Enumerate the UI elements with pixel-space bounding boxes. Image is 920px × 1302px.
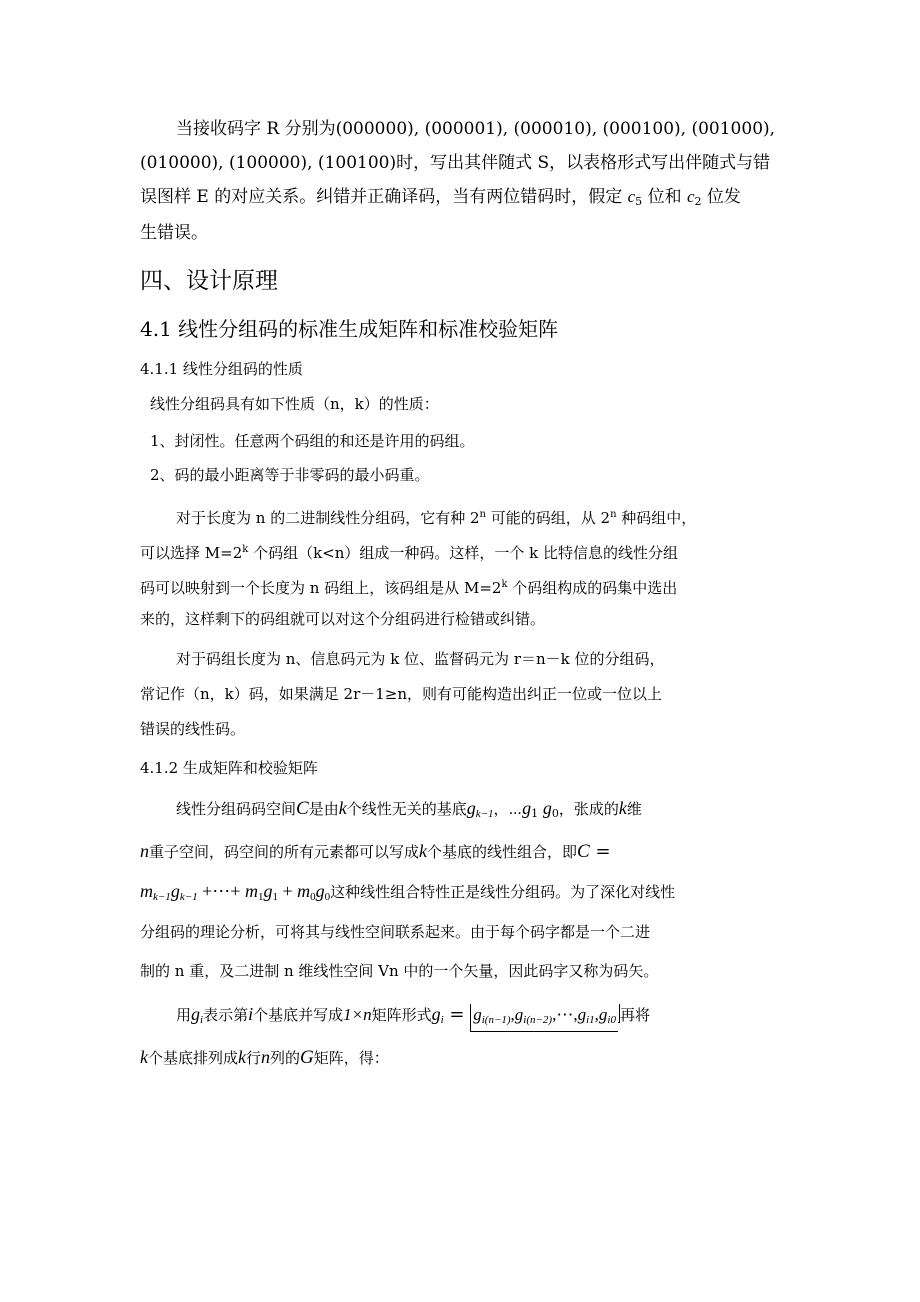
p412-line3: $m_{k-1}g_{k-1}$ +⋯+ $m_1g_1 + m_0g_0$这种线性组合特性正是线性分组码。为了深化对线性	[140, 881, 676, 903]
p411b-line1: 对于码组长度为 n、信息码元为 k 位、监督码元为 r＝n－k 位的分组码，	[176, 650, 665, 668]
p411-line3: 码可以映射到一个长度为 n 码组上，该码组是从 $M=2^k$ 个码组构成的码集中选出	[140, 579, 678, 597]
subsection-heading-4-1: 4.1 线性分组码的标准生成矩阵和标准校验矩阵	[140, 317, 559, 341]
c5-symbol: c	[627, 187, 636, 206]
para1-line1: 当接收码字 R 分别为(000000), (000001), (000010), (000100), (001000),	[176, 119, 776, 139]
subsubsection-heading-4-1-2: 4.1.2 生成矩阵和校验矩阵	[140, 759, 318, 777]
p411b-line2: 常记作（n，k）码，如果满足 2r－1≥n，则有可能构造出纠正一位或一位以上	[140, 685, 663, 703]
p412-line4: 分组码的理论分析，可将其与线性空间联系起来。由于每个码字都是一个二进	[140, 923, 651, 941]
p412b-line1: 用$g_i$表示第i个基底并写成1×n矩阵形式$g_i$ = $g_{i(n-1)},g_{i(n-2)},\cdots,g_{i1},g_{i0}$ 再将	[176, 1003, 650, 1032]
p411b-line3: 错误的线性码。	[140, 720, 246, 738]
c2-symbol: c	[686, 187, 695, 206]
p412-line1: 线性分组码码空间C是由k个线性无关的基底$g_{k-1}$，$\cdots g_1$ $g_0$，张成的k维	[176, 798, 642, 820]
para1-line2: (010000), (100000), (100100)时，写出其伴随式 S，以表格形式写出伴随式与错	[140, 153, 771, 173]
p411-line1: 对于长度为 n 的二进制线性分组码，它有种 2$^n$ 可能的码组，从 2$^n$ 种码组中，	[176, 509, 697, 527]
para1-line4: 生错误。	[140, 223, 208, 243]
p412b-line2: k个基底排列成k行n列的G矩阵，得：	[140, 1047, 389, 1068]
property-item-1: 1、封闭性。任意两个码组的和还是许用的码组。	[150, 432, 475, 450]
p411-line4: 来的，这样剩下的码组就可以对这个分组码进行检错或纠错。	[140, 610, 546, 628]
subsubsection-heading-4-1-1: 4.1.1 线性分组码的性质	[140, 360, 303, 378]
p412-line5: 制的 n 重，及二进制 n 维线性空间 Vn 中的一个矢量，因此码字又称为码矢。	[140, 962, 659, 980]
basis-vector: $g_{i(n-1)},g_{i(n-2)},\cdots,g_{i1},g_{i0}$	[470, 1004, 618, 1032]
p411-line2: 可以选择 $M=2^k$ 个码组（k<n）组成一种码。这样，一个 k 比特信息的线性分组	[140, 544, 679, 562]
properties-intro: 线性分组码具有如下性质（n，k）的性质：	[150, 395, 439, 413]
p412-line2: n重子空间，码空间的所有元素都可以写成k个基底的线性组合，即C =	[140, 841, 611, 862]
para1-line3: 误图样 E 的对应关系。纠错并正确译码，当有两位错码时，假定 $c_5$ 位和 $c_2$ 位发	[140, 187, 741, 208]
linear-combination-formula: $m_{k-1}g_{k-1}$ +⋯+ $m_1g_1 + m_0g_0$	[140, 881, 331, 903]
section-heading: 四、设计原理	[140, 268, 278, 294]
property-item-2: 2、码的最小距离等于非零码的最小码重。	[150, 466, 430, 484]
